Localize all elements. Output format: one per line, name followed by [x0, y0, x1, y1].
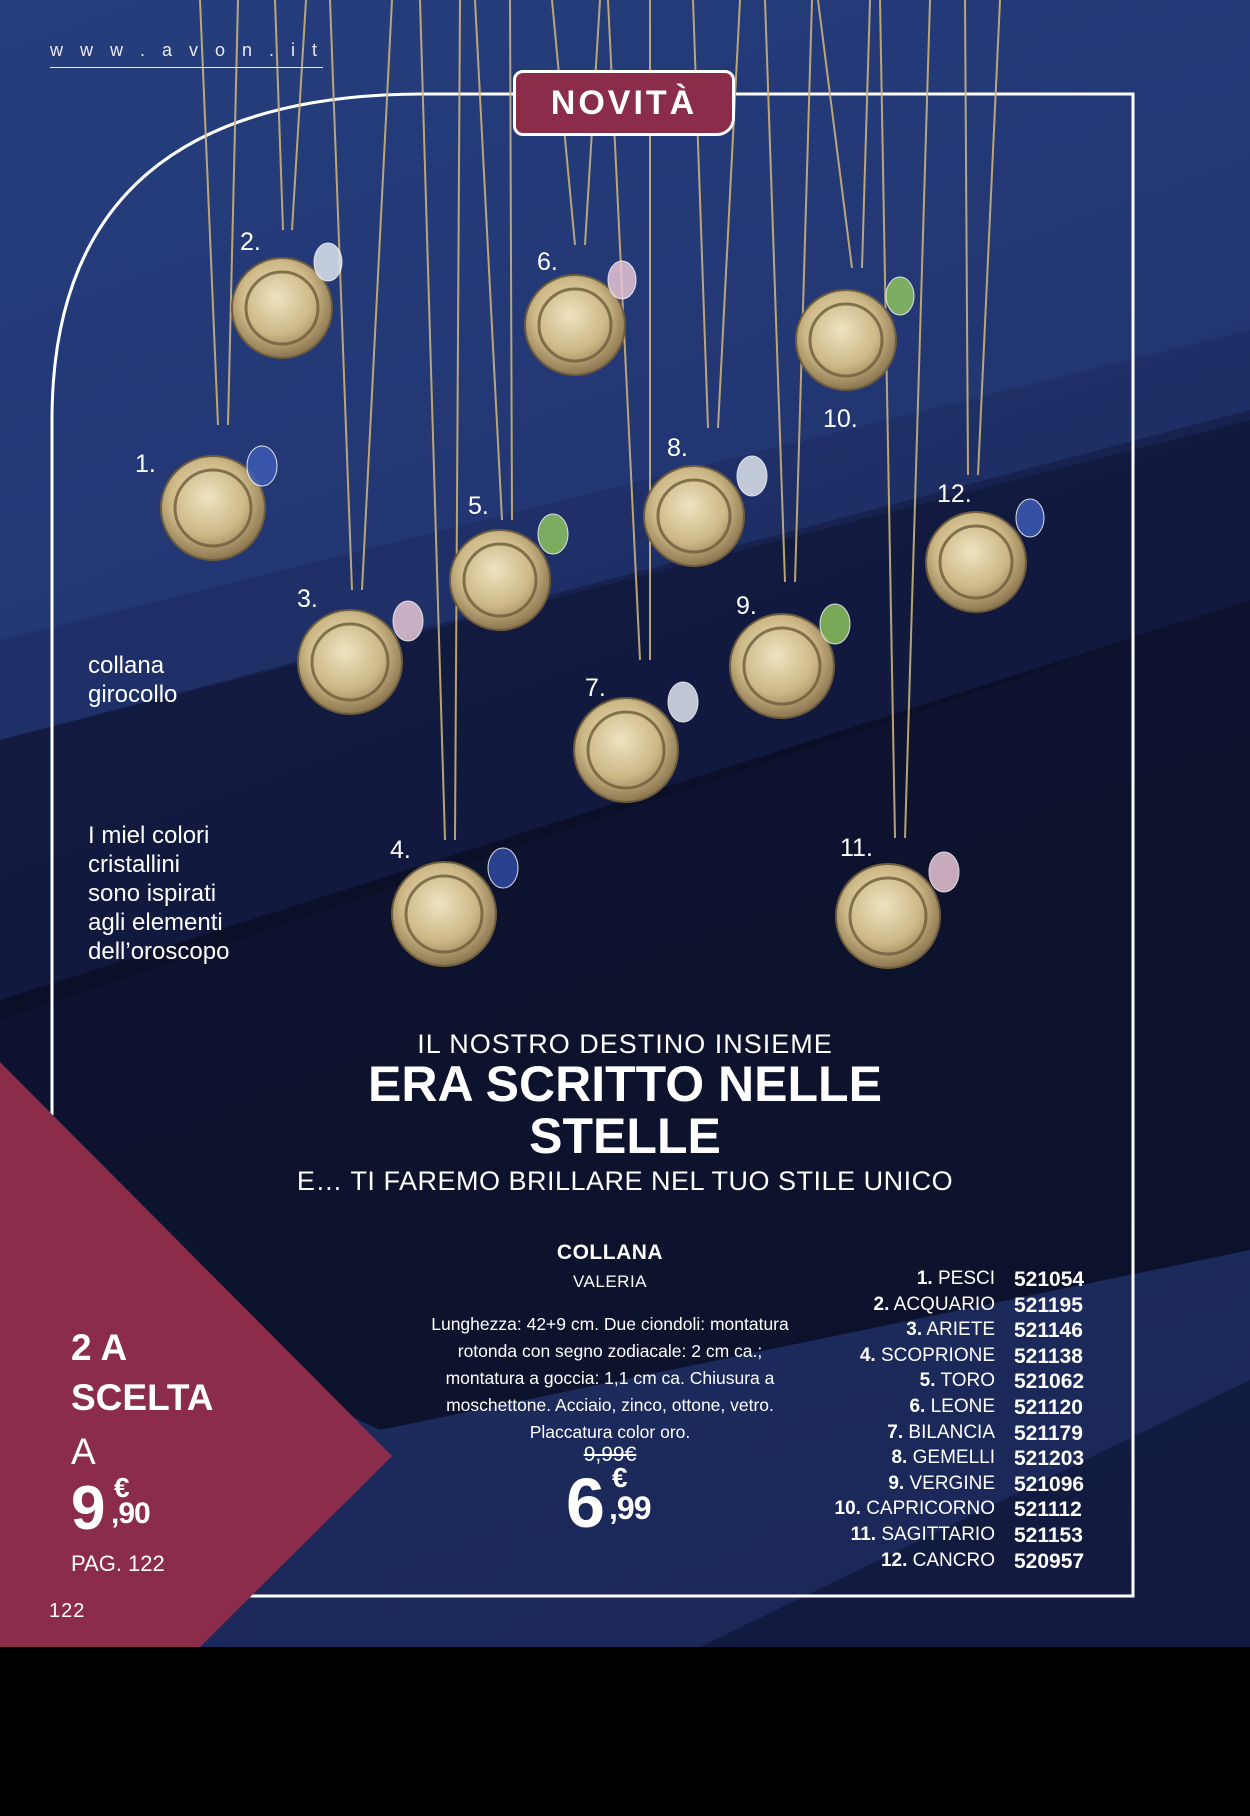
code-number: 8. [891, 1447, 908, 1469]
code-sign: VERGINE [909, 1472, 995, 1494]
code-value: 521153 [1014, 1523, 1083, 1547]
code-number: 6. [909, 1395, 926, 1417]
code-number: 5. [919, 1370, 936, 1392]
price-decimals: ,99 [609, 1490, 651, 1526]
price-decimals: ,90 [111, 1497, 150, 1530]
side-note-line: cristallini [88, 851, 181, 878]
code-sign: GEMELLI [912, 1447, 995, 1469]
code-sign: LEONE [930, 1395, 995, 1417]
pendant-number: 8. [667, 434, 688, 462]
side-note-line: collana [88, 652, 165, 679]
price-integer: 6 [566, 1464, 602, 1542]
second-choice-price [71, 1472, 171, 1548]
side-note-line: dell’oroscopo [88, 938, 230, 965]
price-integer: 9 [71, 1474, 103, 1543]
pendant-number: 6. [537, 248, 558, 276]
side-note-line: agli elementi [88, 909, 223, 936]
code-number: 4. [859, 1344, 876, 1366]
new-badge: NOVITÀ [513, 70, 735, 136]
code-number: 1. [916, 1268, 933, 1289]
code-number: 12. [880, 1549, 908, 1571]
price-currency: € [612, 1462, 628, 1493]
page-number: 122 [49, 1600, 86, 1622]
code-value: 521146 [1014, 1319, 1083, 1343]
product-line: VALERIA [572, 1272, 648, 1291]
side-note-line: sono ispirati [88, 880, 217, 907]
code-sign: ACQUARIO [893, 1293, 995, 1315]
code-sign: SAGITTARIO [881, 1523, 995, 1545]
product-name: COLLANA [556, 1241, 664, 1264]
code-number: 3. [906, 1319, 923, 1341]
headline-title-line: ERA SCRITTO NELLE [368, 1056, 882, 1112]
headline-title-line: STELLE [529, 1108, 721, 1164]
code-sign: ARIETE [926, 1319, 995, 1341]
code-value: 521112 [1014, 1498, 1082, 1522]
code-value: 521054 [1014, 1268, 1085, 1291]
pendant-number: 3. [297, 585, 318, 613]
pendant-number: 10. [823, 405, 858, 433]
code-value: 521096 [1014, 1472, 1085, 1496]
description-line: montatura a goccia: 1,1 cm ca. Chiusura a [445, 1368, 775, 1388]
code-sign: TORO [940, 1370, 995, 1392]
pendant-number: 4. [390, 836, 411, 864]
second-choice-label: A [71, 1431, 96, 1472]
code-value: 521062 [1014, 1370, 1085, 1394]
headline-pretitle: IL NOSTRO DESTINO INSIEME [417, 1029, 833, 1059]
description-line: moschettone. Acciaio, zinco, ottone, vetro. [446, 1395, 774, 1415]
code-number: 2. [873, 1293, 890, 1315]
old-price: 9,99€ [583, 1443, 637, 1466]
code-sign: CAPRICORNO [866, 1498, 995, 1520]
code-value: 520957 [1014, 1549, 1085, 1573]
code-sign: SCOPRIONE [880, 1344, 995, 1366]
second-choice-label: SCELTA [71, 1377, 214, 1418]
code-value: 521179 [1014, 1421, 1083, 1445]
page-reference[interactable]: PAG. 122 [71, 1551, 165, 1576]
second-choice-label: 2 A [71, 1327, 128, 1368]
description-line: Placcatura color oro. [529, 1422, 691, 1442]
code-value: 521138 [1014, 1344, 1083, 1368]
code-value: 521120 [1014, 1395, 1083, 1419]
code-value: 521203 [1014, 1447, 1085, 1471]
code-sign: CANCRO [912, 1549, 995, 1571]
pendant-number: 1. [135, 450, 156, 478]
description-line: Lunghezza: 42+9 cm. Due ciondoli: montatura [431, 1314, 789, 1334]
description-line: rotonda con segno zodiacale: 2 cm ca.; [457, 1341, 763, 1361]
code-value: 521195 [1014, 1293, 1083, 1317]
code-number: 11. [850, 1523, 877, 1545]
code-number: 7. [887, 1421, 904, 1443]
price-currency: € [114, 1472, 130, 1503]
side-note-line: I miel colori [88, 822, 210, 849]
site-url[interactable]: w w w . a v o n . i t [50, 40, 323, 68]
headline-subtitle: E… TI FAREMO BRILLARE NEL TUO STILE UNICO [296, 1166, 954, 1196]
pendant-number: 11. [840, 834, 873, 862]
pendant-number: 2. [240, 228, 261, 256]
code-sign: BILANCIA [908, 1421, 995, 1443]
pendant-number: 9. [736, 592, 757, 620]
code-sign: PESCI [937, 1268, 995, 1289]
pendant-number: 12. [937, 480, 972, 508]
pendant-number: 7. [585, 674, 606, 702]
side-note-line: girocollo [88, 681, 178, 708]
pendant-number: 5. [468, 492, 489, 520]
code-number: 10. [834, 1498, 861, 1520]
code-number: 9. [888, 1472, 905, 1494]
